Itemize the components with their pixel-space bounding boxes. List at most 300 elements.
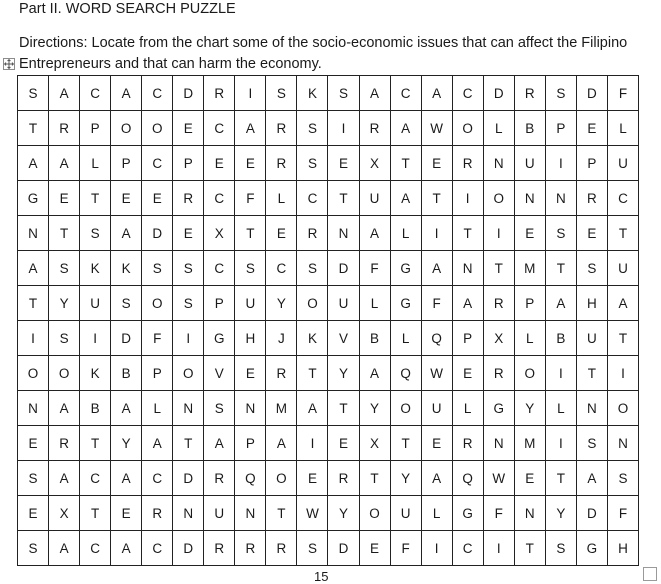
grid-cell: M	[514, 251, 545, 286]
grid-cell: Y	[328, 496, 359, 531]
grid-cell: Q	[390, 356, 421, 391]
grid-row	[18, 76, 639, 111]
grid-cell: R	[452, 426, 483, 461]
grid-cell: C	[452, 531, 483, 566]
grid-cell: A	[49, 461, 80, 496]
grid-cell: M	[266, 391, 297, 426]
grid-cell: D	[576, 496, 607, 531]
grid-cell: V	[204, 356, 235, 391]
page-number: 15	[314, 569, 329, 584]
grid-cell: R	[235, 531, 266, 566]
grid-cell: A	[49, 146, 80, 181]
grid-row	[18, 496, 639, 531]
grid-cell: N	[173, 496, 204, 531]
grid-cell: T	[545, 251, 576, 286]
grid-cell: E	[266, 216, 297, 251]
grid-cell: R	[204, 531, 235, 566]
grid-cell: W	[483, 461, 514, 496]
grid-cell: I	[452, 181, 483, 216]
grid-cell: M	[514, 426, 545, 461]
grid-cell: A	[359, 216, 390, 251]
grid-cell: T	[452, 216, 483, 251]
grid-cell: O	[173, 356, 204, 391]
grid-cell: Q	[421, 321, 452, 356]
grid-cell: J	[266, 321, 297, 356]
grid-cell: P	[545, 111, 576, 146]
grid-cell: B	[80, 391, 111, 426]
grid-cell: G	[390, 286, 421, 321]
grid-cell: Y	[514, 391, 545, 426]
grid-cell: R	[452, 146, 483, 181]
grid-cell: R	[576, 181, 607, 216]
grid-cell: B	[111, 356, 142, 391]
grid-cell: W	[297, 496, 328, 531]
grid-cell: C	[80, 531, 111, 566]
grid-cell: F	[235, 181, 266, 216]
grid-cell: W	[421, 356, 452, 391]
grid-cell: P	[80, 111, 111, 146]
grid-cell: A	[142, 426, 173, 461]
grid-cell: P	[576, 146, 607, 181]
grid-cell: H	[576, 286, 607, 321]
grid-cell: I	[545, 146, 576, 181]
grid-cell: S	[545, 531, 576, 566]
grid-row	[18, 111, 639, 146]
grid-cell: K	[111, 251, 142, 286]
grid-cell: N	[452, 251, 483, 286]
grid-cell: E	[204, 146, 235, 181]
grid-cell: E	[142, 181, 173, 216]
grid-cell: T	[328, 181, 359, 216]
grid-cell: P	[204, 286, 235, 321]
grid-cell: T	[483, 251, 514, 286]
grid-cell: L	[390, 216, 421, 251]
grid-cell: F	[607, 496, 638, 531]
grid-row	[18, 286, 639, 321]
grid-cell: E	[514, 461, 545, 496]
grid-cell: Y	[545, 496, 576, 531]
grid-cell: O	[452, 111, 483, 146]
grid-cell: U	[421, 391, 452, 426]
grid-cell: F	[142, 321, 173, 356]
grid-cell: D	[111, 321, 142, 356]
grid-cell: Q	[452, 461, 483, 496]
grid-cell: L	[359, 286, 390, 321]
grid-cell: K	[297, 321, 328, 356]
grid-cell: C	[80, 461, 111, 496]
grid-cell: A	[111, 531, 142, 566]
grid-cell: C	[204, 181, 235, 216]
grid-cell: S	[297, 146, 328, 181]
grid-cell: A	[390, 111, 421, 146]
grid-cell: T	[607, 321, 638, 356]
grid-cell: S	[607, 461, 638, 496]
grid-cell: D	[576, 76, 607, 111]
grid-cell: R	[483, 356, 514, 391]
grid-cell: O	[142, 286, 173, 321]
grid-cell: S	[173, 251, 204, 286]
grid-cell: T	[545, 461, 576, 496]
grid-cell: L	[266, 181, 297, 216]
grid-cell: B	[514, 111, 545, 146]
grid-cell: T	[328, 391, 359, 426]
grid-cell: S	[80, 216, 111, 251]
grid-cell: E	[173, 216, 204, 251]
grid-cell: C	[204, 251, 235, 286]
grid-cell: T	[80, 181, 111, 216]
grid-cell: Y	[111, 426, 142, 461]
grid-cell: Y	[49, 286, 80, 321]
grid-cell: O	[359, 496, 390, 531]
grid-cell: A	[235, 111, 266, 146]
page-corner-box	[643, 567, 657, 581]
grid-cell: T	[297, 356, 328, 391]
grid-cell: E	[297, 461, 328, 496]
grid-row	[18, 461, 639, 496]
grid-cell: C	[142, 146, 173, 181]
grid-cell: T	[266, 496, 297, 531]
grid-cell: S	[49, 251, 80, 286]
grid-cell: I	[483, 216, 514, 251]
grid-cell: P	[514, 286, 545, 321]
grid-cell: R	[173, 181, 204, 216]
page-title: Part II. WORD SEARCH PUZZLE	[19, 1, 236, 17]
grid-cell: R	[514, 76, 545, 111]
grid-cell: S	[142, 251, 173, 286]
grid-cell: V	[328, 321, 359, 356]
grid-cell: F	[359, 251, 390, 286]
grid-cell: A	[204, 426, 235, 461]
grid-cell: A	[390, 181, 421, 216]
grid-cell: C	[452, 76, 483, 111]
grid-cell: A	[452, 286, 483, 321]
grid-cell: U	[204, 496, 235, 531]
grid-cell: C	[142, 76, 173, 111]
grid-cell: R	[266, 356, 297, 391]
grid-cell: N	[514, 496, 545, 531]
grid-cell: O	[111, 111, 142, 146]
grid-cell: N	[545, 181, 576, 216]
grid-cell: A	[297, 391, 328, 426]
grid-cell: N	[18, 391, 49, 426]
grid-cell: E	[514, 216, 545, 251]
grid-cell: A	[111, 76, 142, 111]
grid-cell: N	[173, 391, 204, 426]
grid-cell: L	[421, 496, 452, 531]
grid-cell: L	[452, 391, 483, 426]
grid-cell: C	[266, 251, 297, 286]
grid-cell: O	[514, 356, 545, 391]
grid-cell: E	[328, 426, 359, 461]
grid-cell: X	[204, 216, 235, 251]
grid-cell: O	[142, 111, 173, 146]
grid-cell: H	[235, 321, 266, 356]
grid-cell: S	[18, 76, 49, 111]
grid-cell: I	[328, 111, 359, 146]
grid-cell: P	[111, 146, 142, 181]
grid-cell: L	[514, 321, 545, 356]
grid-cell: T	[80, 426, 111, 461]
grid-cell: I	[80, 321, 111, 356]
grid-cell: E	[576, 216, 607, 251]
grid-cell: T	[18, 286, 49, 321]
grid-cell: P	[452, 321, 483, 356]
grid-cell: A	[359, 356, 390, 391]
grid-cell: I	[297, 426, 328, 461]
grid-cell: S	[111, 286, 142, 321]
grid-cell: T	[390, 146, 421, 181]
grid-cell: A	[421, 251, 452, 286]
grid-cell: L	[390, 321, 421, 356]
grid-cell: D	[142, 216, 173, 251]
grid-cell: A	[111, 461, 142, 496]
grid-cell: F	[390, 531, 421, 566]
grid-cell: N	[576, 391, 607, 426]
grid-cell: F	[483, 496, 514, 531]
grid-cell: S	[173, 286, 204, 321]
grid-row	[18, 356, 639, 391]
grid-cell: C	[142, 531, 173, 566]
grid-cell: X	[359, 146, 390, 181]
grid-cell: S	[266, 76, 297, 111]
grid-cell: O	[607, 391, 638, 426]
grid-cell: I	[545, 426, 576, 461]
grid-cell: U	[328, 286, 359, 321]
grid-cell: T	[607, 216, 638, 251]
grid-cell: P	[173, 146, 204, 181]
grid-cell: N	[607, 426, 638, 461]
grid-cell: P	[142, 356, 173, 391]
grid-cell: S	[545, 216, 576, 251]
grid-cell: L	[142, 391, 173, 426]
grid-cell: E	[576, 111, 607, 146]
grid-cell: A	[607, 286, 638, 321]
grid-cell: E	[173, 111, 204, 146]
grid-cell: N	[18, 216, 49, 251]
grid-cell: U	[235, 286, 266, 321]
grid-cell: A	[266, 426, 297, 461]
grid-row	[18, 146, 639, 181]
directions-text: Directions: Locate from the chart some of the socio-economic issues that can affect the Filipino Entrepreneurs and that can harm the economy.	[19, 35, 628, 72]
grid-cell: Y	[328, 356, 359, 391]
grid-cell: N	[235, 496, 266, 531]
grid-cell: R	[297, 216, 328, 251]
grid-cell: I	[483, 531, 514, 566]
grid-cell: O	[297, 286, 328, 321]
grid-cell: N	[328, 216, 359, 251]
grid-row	[18, 181, 639, 216]
grid-cell: S	[328, 76, 359, 111]
grid-cell: A	[18, 251, 49, 286]
grid-cell: G	[18, 181, 49, 216]
grid-cell: U	[359, 181, 390, 216]
grid-cell: R	[483, 286, 514, 321]
grid-cell: E	[421, 426, 452, 461]
grid-cell: I	[421, 216, 452, 251]
grid-cell: D	[328, 251, 359, 286]
grid-cell: R	[49, 111, 80, 146]
grid-cell: A	[359, 76, 390, 111]
grid-cell: R	[266, 531, 297, 566]
grid-row	[18, 251, 639, 286]
grid-cell: E	[421, 146, 452, 181]
grid-cell: S	[235, 251, 266, 286]
grid-cell: Y	[266, 286, 297, 321]
grid-cell: X	[49, 496, 80, 531]
grid-cell: E	[111, 181, 142, 216]
grid-cell: O	[49, 356, 80, 391]
grid-cell: A	[111, 391, 142, 426]
grid-cell: S	[545, 76, 576, 111]
grid-cell: G	[452, 496, 483, 531]
grid-cell: U	[390, 496, 421, 531]
grid-cell: D	[483, 76, 514, 111]
grid-cell: P	[235, 426, 266, 461]
grid-cell: T	[576, 356, 607, 391]
grid-row	[18, 391, 639, 426]
grid-cell: G	[204, 321, 235, 356]
grid-cell: H	[607, 531, 638, 566]
grid-cell: E	[359, 531, 390, 566]
grid-cell: A	[111, 216, 142, 251]
grid-cell: S	[18, 531, 49, 566]
grid-cell: T	[49, 216, 80, 251]
grid-cell: E	[18, 426, 49, 461]
grid-cell: R	[204, 461, 235, 496]
grid-cell: I	[607, 356, 638, 391]
grid-cell: A	[576, 461, 607, 496]
grid-cell: S	[49, 321, 80, 356]
grid-cell: E	[452, 356, 483, 391]
grid-cell: E	[328, 146, 359, 181]
grid-cell: L	[80, 146, 111, 181]
grid-cell: T	[235, 216, 266, 251]
grid-cell: X	[359, 426, 390, 461]
grid-cell: T	[80, 496, 111, 531]
grid-cell: U	[607, 146, 638, 181]
grid-cell: Y	[359, 391, 390, 426]
grid-cell: T	[390, 426, 421, 461]
grid-cell: C	[607, 181, 638, 216]
grid-cell: U	[514, 146, 545, 181]
grid-cell: F	[421, 286, 452, 321]
grid-cell: D	[173, 461, 204, 496]
grid-cell: I	[18, 321, 49, 356]
grid-cell: R	[204, 76, 235, 111]
grid-cell: G	[576, 531, 607, 566]
grid-cell: R	[142, 496, 173, 531]
grid-cell: I	[421, 531, 452, 566]
grid-cell: A	[49, 76, 80, 111]
grid-cell: L	[545, 391, 576, 426]
grid-cell: U	[607, 251, 638, 286]
grid-cell: O	[266, 461, 297, 496]
grid-cell: C	[390, 76, 421, 111]
grid-cell: A	[545, 286, 576, 321]
grid-cell: R	[266, 111, 297, 146]
grid-cell: C	[142, 461, 173, 496]
grid-cell: L	[483, 111, 514, 146]
grid-cell: D	[173, 76, 204, 111]
grid-cell: Y	[390, 461, 421, 496]
grid-cell: E	[111, 496, 142, 531]
grid-cell: E	[49, 181, 80, 216]
grid-cell: T	[421, 181, 452, 216]
grid-cell: S	[18, 461, 49, 496]
move-cross-icon[interactable]	[3, 58, 15, 70]
grid-cell: E	[235, 146, 266, 181]
grid-cell: R	[266, 146, 297, 181]
grid-row	[18, 531, 639, 566]
grid-cell: C	[204, 111, 235, 146]
grid-cell: N	[235, 391, 266, 426]
grid-cell: R	[359, 111, 390, 146]
grid-cell: E	[235, 356, 266, 391]
grid-cell: S	[297, 111, 328, 146]
grid-cell: G	[483, 391, 514, 426]
grid-cell: T	[18, 111, 49, 146]
grid-cell: S	[297, 531, 328, 566]
grid-cell: X	[483, 321, 514, 356]
grid-cell: A	[49, 391, 80, 426]
grid-cell: S	[204, 391, 235, 426]
grid-cell: A	[18, 146, 49, 181]
grid-cell: G	[390, 251, 421, 286]
grid-cell: Q	[235, 461, 266, 496]
grid-cell: I	[545, 356, 576, 391]
grid-cell: U	[80, 286, 111, 321]
grid-cell: K	[80, 251, 111, 286]
grid-cell: A	[421, 461, 452, 496]
grid-cell: S	[576, 426, 607, 461]
grid-cell: N	[483, 146, 514, 181]
grid-cell: S	[576, 251, 607, 286]
word-search-grid	[17, 75, 639, 566]
grid-cell: A	[421, 76, 452, 111]
grid-cell: F	[607, 76, 638, 111]
grid-cell: N	[514, 181, 545, 216]
grid-cell: B	[359, 321, 390, 356]
grid-cell: T	[359, 461, 390, 496]
grid-cell: I	[235, 76, 266, 111]
grid-cell: O	[390, 391, 421, 426]
grid-cell: A	[49, 531, 80, 566]
grid-cell: B	[545, 321, 576, 356]
word-search-grid-body	[18, 76, 639, 566]
grid-row	[18, 216, 639, 251]
grid-cell: L	[607, 111, 638, 146]
grid-cell: R	[328, 461, 359, 496]
grid-cell: C	[80, 76, 111, 111]
grid-cell: K	[297, 76, 328, 111]
grid-cell: O	[483, 181, 514, 216]
grid-cell: T	[514, 531, 545, 566]
grid-cell: O	[18, 356, 49, 391]
grid-cell: R	[49, 426, 80, 461]
grid-cell: U	[576, 321, 607, 356]
grid-row	[18, 321, 639, 356]
grid-row	[18, 426, 639, 461]
grid-cell: N	[483, 426, 514, 461]
grid-cell: S	[297, 251, 328, 286]
grid-cell: I	[173, 321, 204, 356]
grid-cell: W	[421, 111, 452, 146]
grid-cell: C	[297, 181, 328, 216]
grid-cell: T	[173, 426, 204, 461]
grid-cell: D	[328, 531, 359, 566]
grid-cell: D	[173, 531, 204, 566]
grid-cell: K	[80, 356, 111, 391]
